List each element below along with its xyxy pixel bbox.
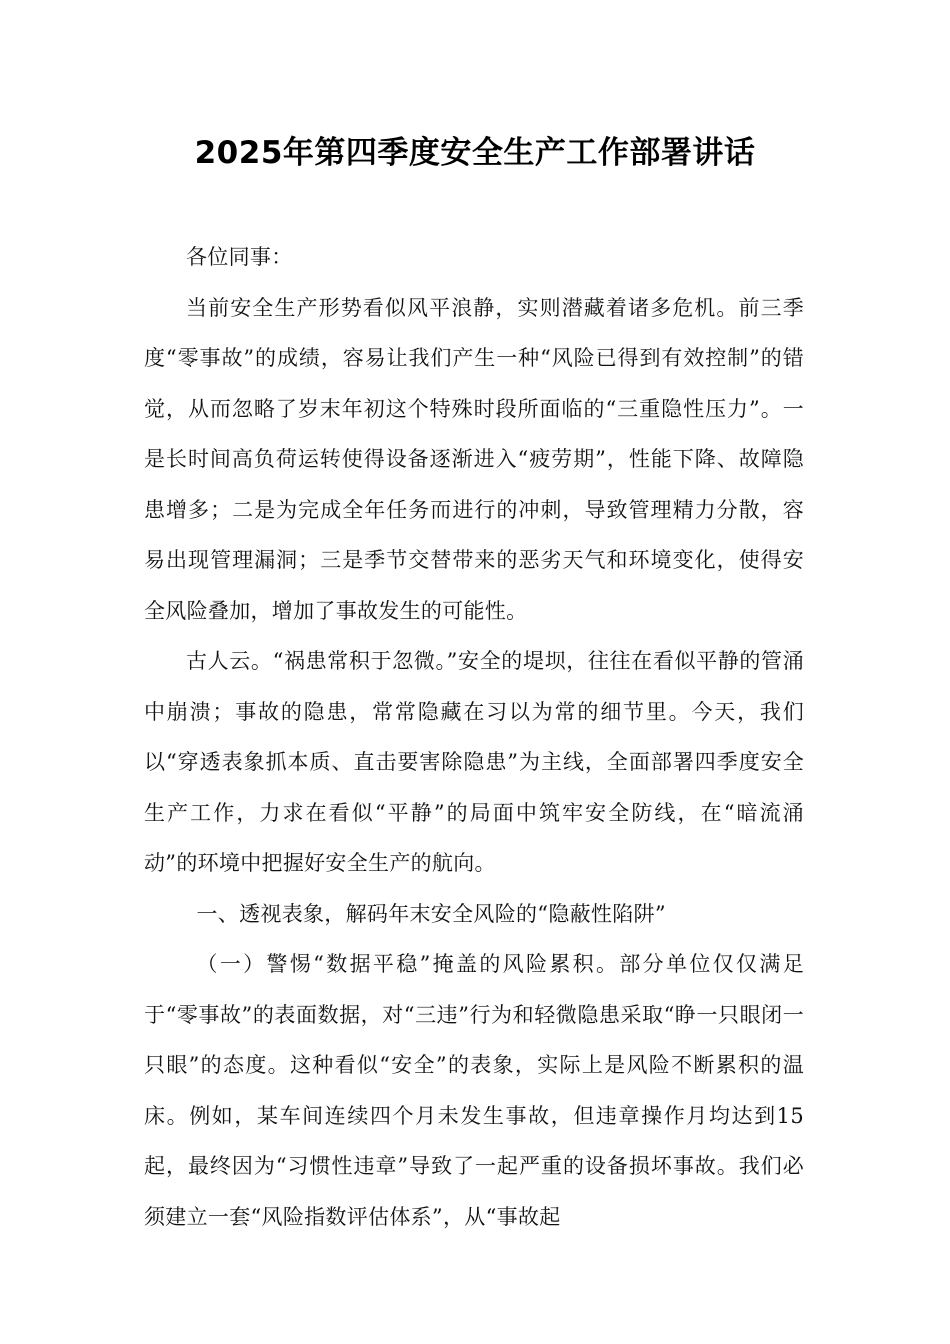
paragraph-situation: 当前安全生产形势看似风平浪静，实则潜藏着诸多危机。前三季度“零事故”的成绩，容易让我们产生一种“风险已得到有效控制”的错觉，从而忽略了岁末年初这个特殊时段所面临的“三重隐性压力”。一是长时间高负荷运转使得设备逐渐进入“疲劳期”，性能下降、故障隐患增多；二是为完成全年任务而进行的冲刺，导致管理精力分散，容易出现管理漏洞；三是季节交替带来的恶劣天气和环境变化，使得安全风险叠加，增加了事故发生的可能性。 [144, 295, 804, 623]
subsection-paragraph: （一）警惕“数据平稳”掩盖的风险累积。部分单位仅仅满足于“零事故”的表面数据，对“三违”行为和轻微隐患采取“睁一只眼闭一只眼”的态度。这种看似“安全”的表象，实际上是风险不断累积的温床。例如，某车间连续四个月未发生事故，但违章操作月均达到15起，最终因为“习惯性违章”导致了一起严重的设备损坏事故。我们必须建立一套“风险指数评估体系”，从“事故起 [144, 952, 804, 1229]
document-title: 2025年第四季度安全生产工作部署讲话 [194, 135, 756, 171]
section-heading: 一、透视表象，解码年末安全风险的“隐蔽性陷阱” [196, 901, 666, 926]
document-body [144, 232, 804, 1242]
greeting-line: 各位同事： [186, 245, 293, 269]
paragraph-quote: 古人云。“祸患常积于忽微。”安全的堤坝，往往在看似平静的管涌中崩溃；事故的隐患，常常隐藏在习以为常的细节里。今天，我们以“穿透表象抓本质、直击要害除隐患”为主线，全面部署四季度安全生产工作，力求在看似“平静”的局面中筑牢安全防线，在“暗流涌动”的环境中把握好安全生产的航向。 [144, 649, 804, 875]
